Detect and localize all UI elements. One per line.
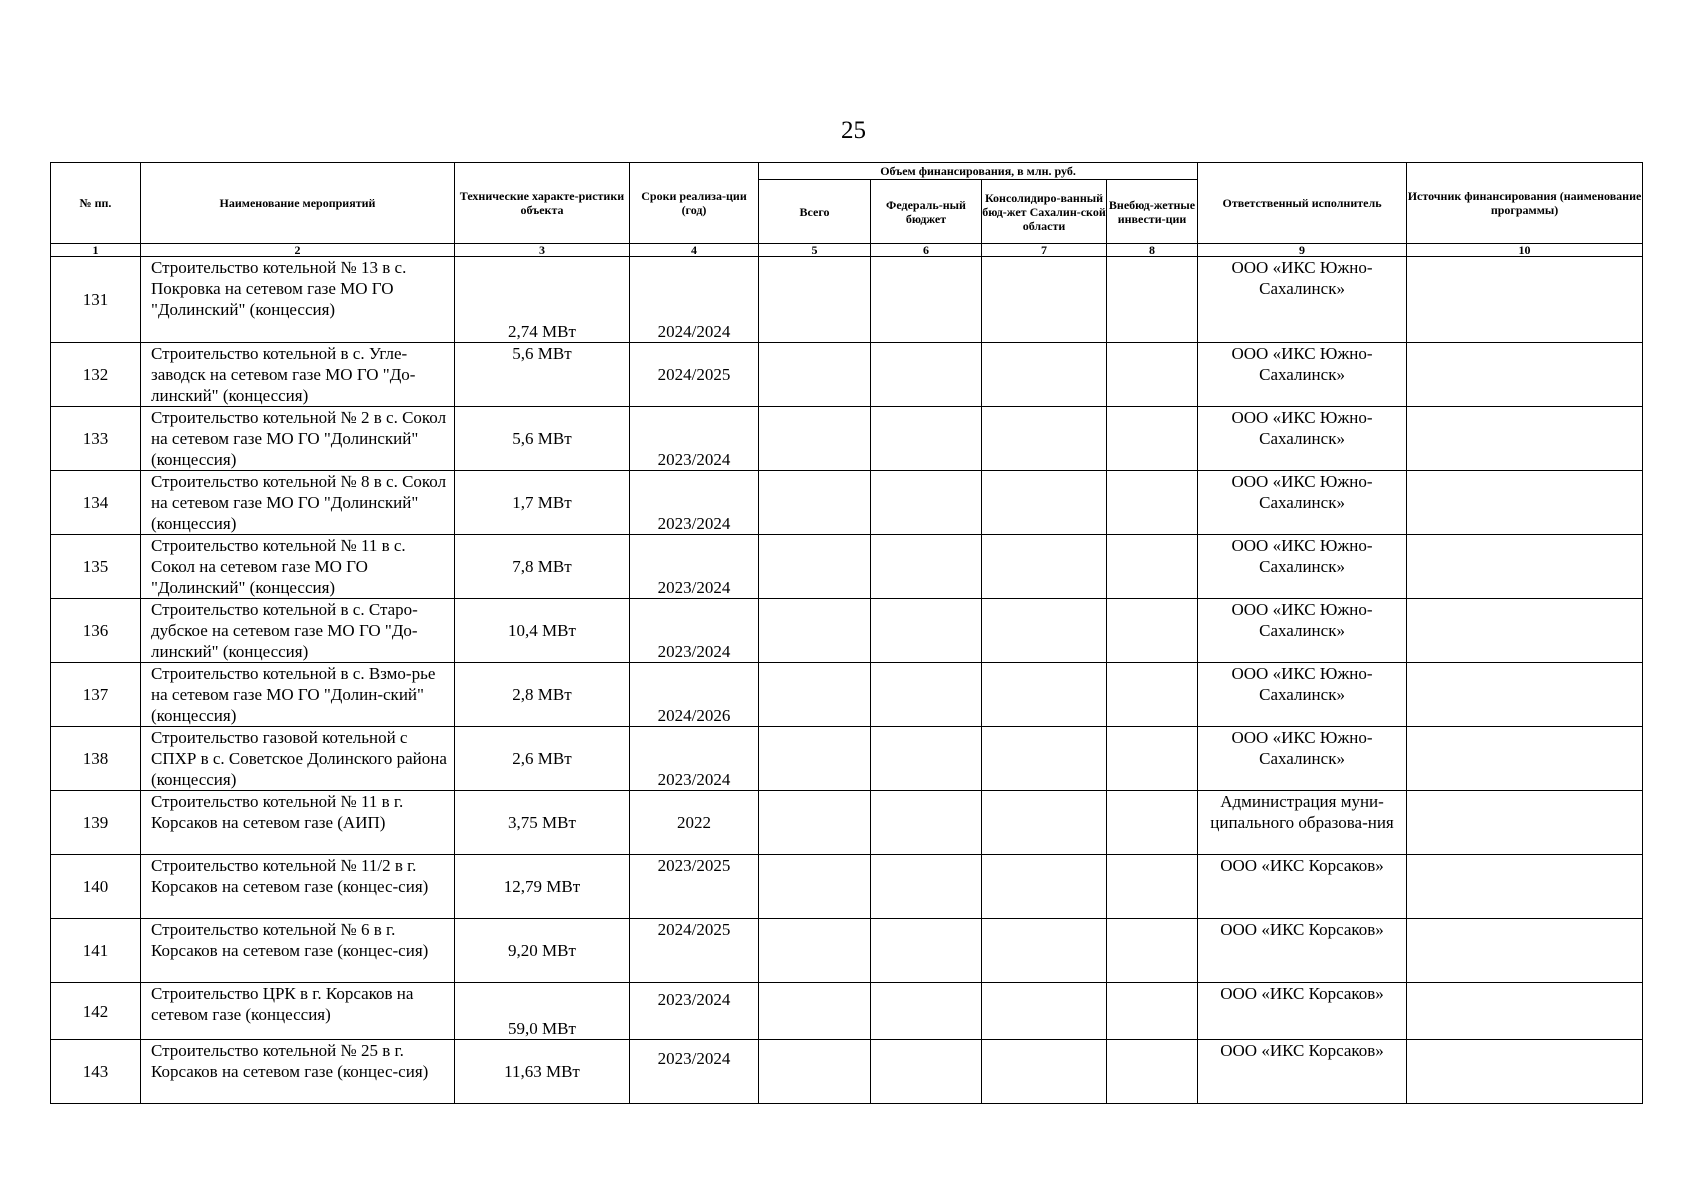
funding-source <box>1407 919 1643 983</box>
activity-name: Строительство котельной № 11 в г. Корсаков на сетевом газе (АИП) <box>141 791 455 855</box>
funding-federal <box>871 791 982 855</box>
funding-extrabudgetary <box>1107 599 1198 663</box>
funding-source <box>1407 791 1643 855</box>
implementation-term: 2024/2025 <box>630 343 759 407</box>
funding-total <box>759 983 871 1040</box>
funding-total <box>759 855 871 919</box>
funding-source <box>1407 663 1643 727</box>
funding-source <box>1407 257 1643 343</box>
technical-characteristics: 5,6 МВт <box>455 407 630 471</box>
funding-total <box>759 727 871 791</box>
table-row <box>51 791 1643 855</box>
funding-regional <box>982 663 1107 727</box>
table-row <box>51 257 1643 343</box>
responsible-executor: Администрация муни-ципального образова-ния <box>1198 791 1407 855</box>
header-regional-budget: Консолидиро-ванный бюд-жет Сахалин-ской области <box>982 180 1107 244</box>
funding-total <box>759 919 871 983</box>
funding-extrabudgetary <box>1107 919 1198 983</box>
responsible-executor: ООО «ИКС Корсаков» <box>1198 983 1407 1040</box>
column-number: 1 <box>51 244 141 257</box>
responsible-executor: ООО «ИКС Южно-Сахалинск» <box>1198 471 1407 535</box>
header-extrabudgetary: Внебюд-жетные инвести-ции <box>1107 180 1198 244</box>
activities-table <box>50 162 1643 1104</box>
technical-characteristics: 2,6 МВт <box>455 727 630 791</box>
responsible-executor: ООО «ИКС Южно-Сахалинск» <box>1198 599 1407 663</box>
implementation-term: 2023/2024 <box>630 599 759 663</box>
funding-regional <box>982 471 1107 535</box>
table-row <box>51 1040 1643 1104</box>
table-row <box>51 855 1643 919</box>
funding-total <box>759 471 871 535</box>
activity-name: Строительство котельной в с. Угле-заводск на сетевом газе МО ГО "До-линский" (концессия) <box>141 343 455 407</box>
funding-regional <box>982 343 1107 407</box>
responsible-executor: ООО «ИКС Южно-Сахалинск» <box>1198 663 1407 727</box>
column-number: 7 <box>982 244 1107 257</box>
header-activity-name: Наименование мероприятий <box>141 163 455 244</box>
implementation-term: 2023/2024 <box>630 983 759 1040</box>
row-number: 131 <box>51 257 141 343</box>
technical-characteristics: 5,6 МВт <box>455 343 630 407</box>
funding-extrabudgetary <box>1107 983 1198 1040</box>
column-number: 5 <box>759 244 871 257</box>
funding-extrabudgetary <box>1107 343 1198 407</box>
table-row <box>51 919 1643 983</box>
funding-federal <box>871 257 982 343</box>
funding-source <box>1407 727 1643 791</box>
implementation-term: 2022 <box>630 791 759 855</box>
funding-regional <box>982 855 1107 919</box>
funding-federal <box>871 919 982 983</box>
implementation-term: 2023/2025 <box>630 855 759 919</box>
implementation-term: 2023/2024 <box>630 1040 759 1104</box>
technical-characteristics: 7,8 МВт <box>455 535 630 599</box>
funding-federal <box>871 983 982 1040</box>
funding-extrabudgetary <box>1107 727 1198 791</box>
implementation-term: 2023/2024 <box>630 471 759 535</box>
funding-source <box>1407 1040 1643 1104</box>
header-funding-volume: Объем финансирования, в млн. руб. <box>759 163 1198 180</box>
funding-source <box>1407 855 1643 919</box>
row-number: 135 <box>51 535 141 599</box>
implementation-term: 2023/2024 <box>630 535 759 599</box>
row-number: 140 <box>51 855 141 919</box>
column-number: 8 <box>1107 244 1198 257</box>
column-number: 4 <box>630 244 759 257</box>
funding-federal <box>871 855 982 919</box>
technical-characteristics: 10,4 МВт <box>455 599 630 663</box>
table-row <box>51 471 1643 535</box>
funding-federal <box>871 1040 982 1104</box>
funding-total <box>759 1040 871 1104</box>
column-number: 10 <box>1407 244 1643 257</box>
funding-federal <box>871 343 982 407</box>
funding-regional <box>982 1040 1107 1104</box>
table-row <box>51 727 1643 791</box>
implementation-term: 2024/2024 <box>630 257 759 343</box>
activity-name: Строительство котельной в с. Взмо-рье на сетевом газе МО ГО "Долин-ский" (концессия) <box>141 663 455 727</box>
funding-source <box>1407 983 1643 1040</box>
table-row <box>51 599 1643 663</box>
funding-extrabudgetary <box>1107 1040 1198 1104</box>
funding-total <box>759 407 871 471</box>
funding-regional <box>982 599 1107 663</box>
activity-name: Строительство котельной № 13 в с. Покровка на сетевом газе МО ГО "Долинский" (концессия) <box>141 257 455 343</box>
technical-characteristics: 2,8 МВт <box>455 663 630 727</box>
page-number: 25 <box>841 117 866 144</box>
row-number: 132 <box>51 343 141 407</box>
funding-source <box>1407 407 1643 471</box>
implementation-term: 2023/2024 <box>630 407 759 471</box>
activity-name: Строительство ЦРК в г. Корсаков на сетевом газе (концессия) <box>141 983 455 1040</box>
funding-total <box>759 599 871 663</box>
funding-source <box>1407 599 1643 663</box>
column-number: 2 <box>141 244 455 257</box>
activity-name: Строительство котельной № 6 в г. Корсаков на сетевом газе (концес-сия) <box>141 919 455 983</box>
responsible-executor: ООО «ИКС Корсаков» <box>1198 919 1407 983</box>
funding-federal <box>871 407 982 471</box>
activity-name: Строительство котельной № 11/2 в г. Корсаков на сетевом газе (концес-сия) <box>141 855 455 919</box>
technical-characteristics: 59,0 МВт <box>455 983 630 1040</box>
activity-name: Строительство котельной № 8 в с. Сокол на сетевом газе МО ГО "Долинский" (концессия) <box>141 471 455 535</box>
row-number: 133 <box>51 407 141 471</box>
responsible-executor: ООО «ИКС Южно-Сахалинск» <box>1198 535 1407 599</box>
funding-regional <box>982 919 1107 983</box>
technical-characteristics: 3,75 МВт <box>455 791 630 855</box>
funding-total <box>759 535 871 599</box>
activity-name: Строительство котельной в с. Старо-дубское на сетевом газе МО ГО "До-линский" (концессия) <box>141 599 455 663</box>
header-funding-source: Источник финансирования (наименование программы) <box>1407 163 1643 244</box>
row-number: 143 <box>51 1040 141 1104</box>
row-number: 139 <box>51 791 141 855</box>
funding-federal <box>871 599 982 663</box>
funding-extrabudgetary <box>1107 257 1198 343</box>
funding-federal <box>871 727 982 791</box>
implementation-term: 2024/2026 <box>630 663 759 727</box>
header-implementation-term: Сроки реализа-ции (год) <box>630 163 759 244</box>
implementation-term: 2024/2025 <box>630 919 759 983</box>
funding-extrabudgetary <box>1107 535 1198 599</box>
funding-total <box>759 343 871 407</box>
funding-regional <box>982 257 1107 343</box>
responsible-executor: ООО «ИКС Южно-Сахалинск» <box>1198 407 1407 471</box>
activity-name: Строительство котельной № 2 в с. Сокол на сетевом газе МО ГО "Долинский" (концессия) <box>141 407 455 471</box>
funding-total <box>759 257 871 343</box>
row-number: 142 <box>51 983 141 1040</box>
column-number: 9 <box>1198 244 1407 257</box>
table-row <box>51 535 1643 599</box>
header-technical-characteristics: Технические характе-ристики объекта <box>455 163 630 244</box>
technical-characteristics: 2,74 МВт <box>455 257 630 343</box>
funding-federal <box>871 535 982 599</box>
row-number: 138 <box>51 727 141 791</box>
responsible-executor: ООО «ИКС Южно-Сахалинск» <box>1198 727 1407 791</box>
implementation-term: 2023/2024 <box>630 727 759 791</box>
funding-source <box>1407 471 1643 535</box>
column-number: 6 <box>871 244 982 257</box>
funding-federal <box>871 663 982 727</box>
activity-name: Строительство газовой котельной с СПХР в с. Советское Долинского района (концессия) <box>141 727 455 791</box>
responsible-executor: ООО «ИКС Южно-Сахалинск» <box>1198 343 1407 407</box>
funding-regional <box>982 727 1107 791</box>
table-row <box>51 983 1643 1040</box>
technical-characteristics: 9,20 МВт <box>455 919 630 983</box>
row-number: 137 <box>51 663 141 727</box>
header-federal-budget: Федераль-ный бюджет <box>871 180 982 244</box>
row-number: 136 <box>51 599 141 663</box>
funding-extrabudgetary <box>1107 791 1198 855</box>
funding-federal <box>871 471 982 535</box>
funding-regional <box>982 407 1107 471</box>
activity-name: Строительство котельной № 25 в г. Корсаков на сетевом газе (концес-сия) <box>141 1040 455 1104</box>
funding-extrabudgetary <box>1107 471 1198 535</box>
table-row <box>51 407 1643 471</box>
table-row <box>51 663 1643 727</box>
funding-regional <box>982 983 1107 1040</box>
funding-extrabudgetary <box>1107 855 1198 919</box>
funding-regional <box>982 791 1107 855</box>
funding-source <box>1407 343 1643 407</box>
funding-extrabudgetary <box>1107 663 1198 727</box>
responsible-executor: ООО «ИКС Корсаков» <box>1198 1040 1407 1104</box>
technical-characteristics: 11,63 МВт <box>455 1040 630 1104</box>
row-number: 141 <box>51 919 141 983</box>
responsible-executor: ООО «ИКС Корсаков» <box>1198 855 1407 919</box>
header-row-number: № пп. <box>51 163 141 244</box>
technical-characteristics: 1,7 МВт <box>455 471 630 535</box>
funding-total <box>759 663 871 727</box>
funding-regional <box>982 535 1107 599</box>
header-total: Всего <box>759 180 871 244</box>
funding-extrabudgetary <box>1107 407 1198 471</box>
responsible-executor: ООО «ИКС Южно-Сахалинск» <box>1198 257 1407 343</box>
activity-name: Строительство котельной № 11 в с. Сокол на сетевом газе МО ГО "Долинский" (концессия) <box>141 535 455 599</box>
funding-total <box>759 791 871 855</box>
header-responsible-executor: Ответственный исполнитель <box>1198 163 1407 244</box>
funding-source <box>1407 535 1643 599</box>
table-row <box>51 343 1643 407</box>
technical-characteristics: 12,79 МВт <box>455 855 630 919</box>
column-number: 3 <box>455 244 630 257</box>
row-number: 134 <box>51 471 141 535</box>
